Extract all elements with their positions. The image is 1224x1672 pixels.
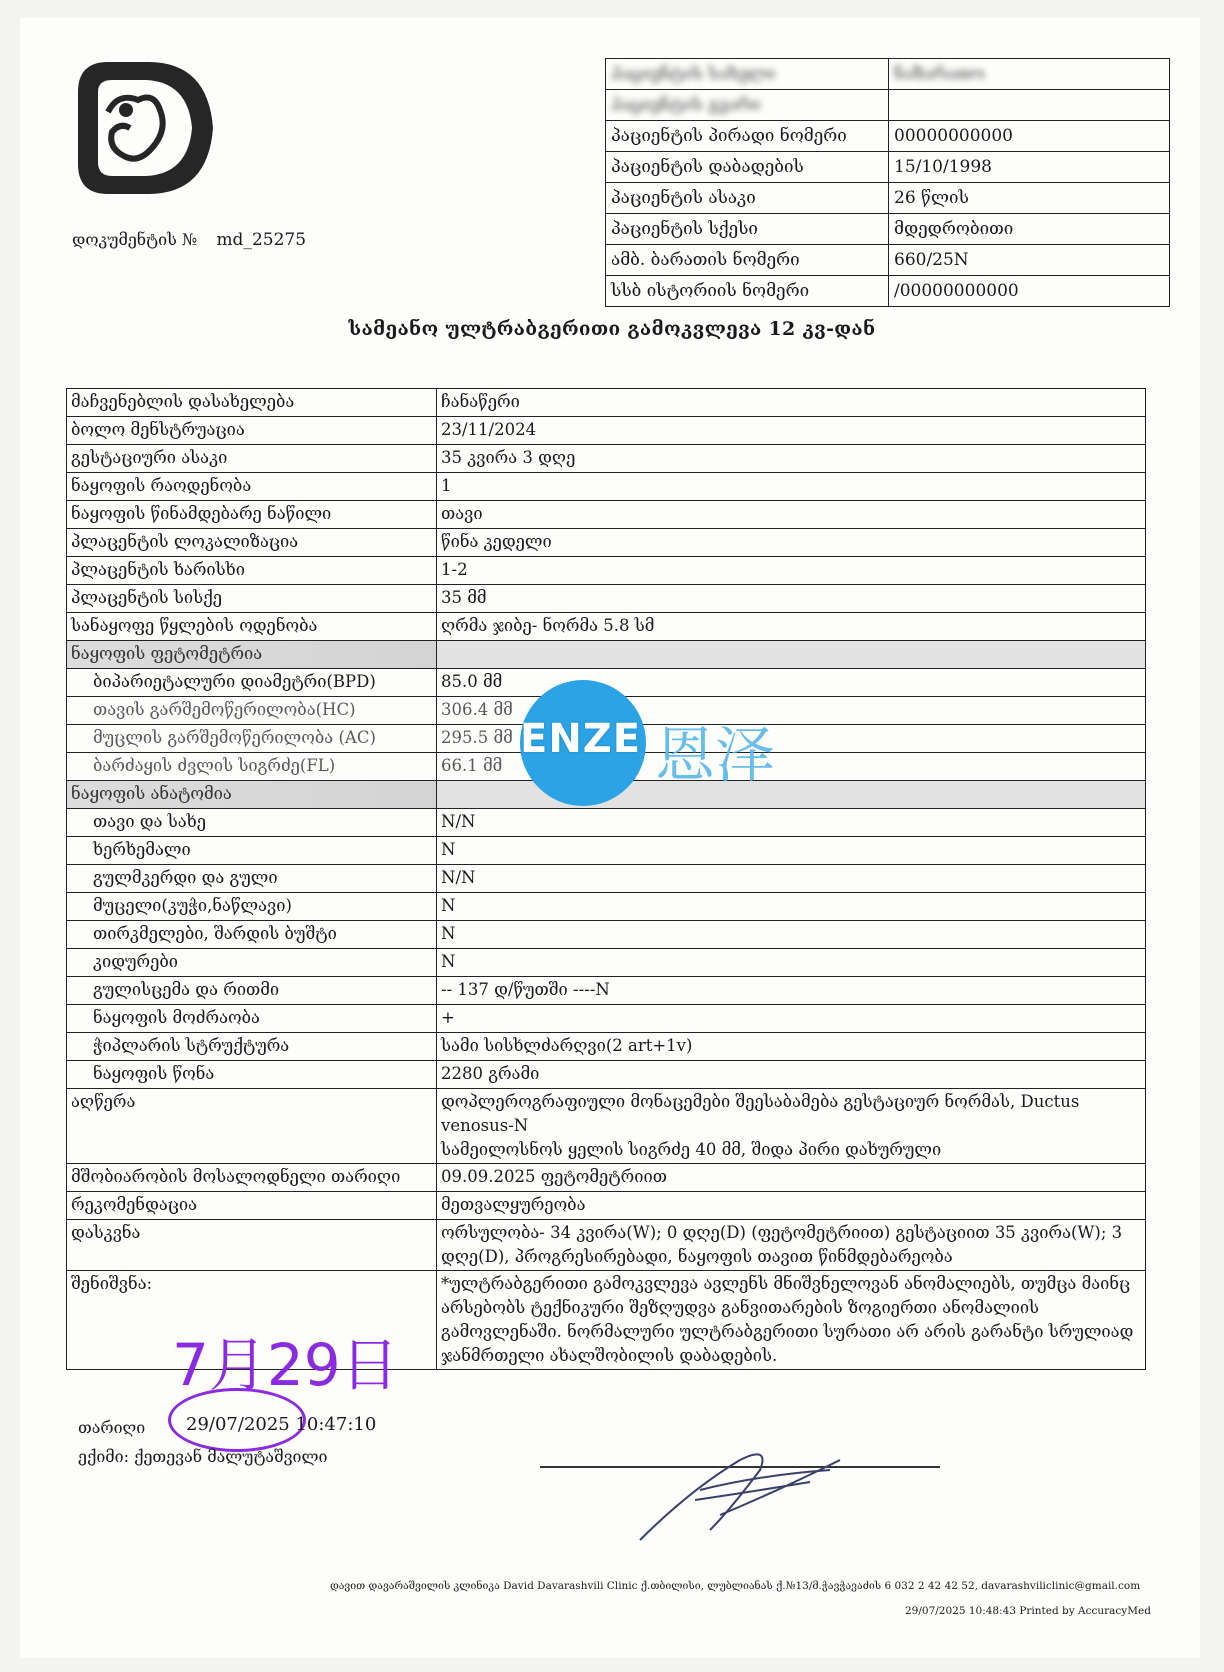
patient-info-label: პაციენტის დაბადების <box>606 152 889 183</box>
clinic-logo <box>68 52 218 204</box>
row-label: გესტაციური ასაკი <box>67 445 437 473</box>
patient-info-row <box>606 183 1170 214</box>
row-label: მშობიარობის მოსალოდნელი თარიღი <box>67 1164 437 1192</box>
row-label: მაჩვენებლის დასახელება <box>67 389 437 417</box>
patient-info-row <box>606 59 1170 90</box>
row-label: ნაყოფის მოძრაობა <box>67 1005 437 1033</box>
row-label: პლაცენტის ლოკალიზაცია <box>67 529 437 557</box>
report-title: სამეანო ულტრაბგერითი გამოკვლევა 12 კვ-დან <box>348 318 876 340</box>
row-label: ნაყოფის ფეტომეტრია <box>67 641 437 669</box>
row-value: 1-2 <box>437 557 1146 585</box>
row-label: მუცლის გარშემოწერილობა (AC) <box>67 725 437 753</box>
row-label: დასკვნა <box>67 1220 437 1271</box>
table-row <box>67 949 1146 977</box>
row-label: კიდურები <box>67 949 437 977</box>
table-row <box>67 613 1146 641</box>
row-label: ნაყოფის წინამდებარე ნაწილი <box>67 501 437 529</box>
row-label: ბოლო მენსტრუაცია <box>67 417 437 445</box>
recommendation-row <box>67 1192 1146 1220</box>
row-label: ბარძაყის ძვლის სიგრძე(FL) <box>67 753 437 781</box>
row-value: + <box>437 1005 1146 1033</box>
row-value: 1 <box>437 473 1146 501</box>
row-value: N <box>437 837 1146 865</box>
row-label: ნაყოფის წონა <box>67 1061 437 1089</box>
patient-info-row <box>606 276 1170 307</box>
patient-info-label: პაციენტის გვარი <box>606 90 889 121</box>
row-value: 23/11/2024 <box>437 417 1146 445</box>
table-row <box>67 529 1146 557</box>
row-value: 2280 გრამი <box>437 1061 1146 1089</box>
table-row <box>67 417 1146 445</box>
table-row <box>67 893 1146 921</box>
patient-info-value: მდედრობითი <box>889 214 1170 245</box>
row-value: 66.1 მმ <box>437 753 1146 781</box>
watermark-chinese: 恩泽 <box>655 721 775 791</box>
printed-stamp: 29/07/2025 10:48:43 Printed by AccuracyMed <box>905 1605 1151 1617</box>
date-label: თარიღი <box>78 1418 146 1437</box>
row-label: ნაყოფის ანატომია <box>67 781 437 809</box>
table-row <box>67 473 1146 501</box>
patient-info-value: 00000000000 <box>889 121 1170 152</box>
row-label: აღწერა <box>67 1089 437 1164</box>
document-number: დოკუმენტის № md_25275 <box>72 230 307 250</box>
row-label: პლაცენტის ხარისხი <box>67 557 437 585</box>
table-row <box>67 921 1146 949</box>
table-row <box>67 809 1146 837</box>
description-row <box>67 1089 1146 1164</box>
patient-info-row <box>606 245 1170 276</box>
patient-info-row <box>606 152 1170 183</box>
table-row <box>67 501 1146 529</box>
row-value: *ულტრაბგერითი გამოკვლევა ავლენს მნიშვნელოვან ანომალიებს, თუმცა მაინც არსებობს ტექნიკური შეზღუდვა განვითარების ზოგიერთი ანომალიის გამოვლენაში. ნორმალური ულტრაბგერითი სურათი არ არის გარანტი სრულიად ჯანმრთელი ახალშობილის დაბადების. <box>437 1271 1146 1370</box>
description-value <box>437 1089 1146 1164</box>
clinic-footer: დავით დავარაშვილის კლინიკა David Davarashvili Clinic ქ.თბილისი, ლუბლიანას ქ.№13/მ.ჭავჭავაძის 6 032 2 42 42 52, davarashviliclinic@gmail.com <box>330 1580 1141 1592</box>
row-value: 85.0 მმ <box>437 669 1146 697</box>
patient-info-value: 26 წლის <box>889 183 1170 214</box>
table-row <box>67 837 1146 865</box>
row-label: ჭიპლარის სტრუქტურა <box>67 1033 437 1061</box>
table-row <box>67 389 1146 417</box>
patient-info-table <box>605 58 1170 307</box>
patient-info-row <box>606 214 1170 245</box>
row-label: პლაცენტის სისქე <box>67 585 437 613</box>
row-value: N/N <box>437 865 1146 893</box>
patient-info-row <box>606 121 1170 152</box>
row-label: გულმკერდი და გული <box>67 865 437 893</box>
patient-info-value: /00000000000 <box>889 276 1170 307</box>
row-value: ორსულობა- 34 კვირა(W); 0 დღე(D) (ფეტომეტრიით) გესტაციით 35 კვირა(W); 3 დღე(D), პროგრესირებადი, ნაყოფის თავით წინმდებარეობა <box>437 1220 1146 1271</box>
patient-info-label: სსბ ისტორიის ნომერი <box>606 276 889 307</box>
description-line-2: სამეილოსნოს ყელის სიგრძე 40 მმ, შიდა პირი დახურული <box>441 1140 942 1159</box>
table-row <box>67 445 1146 473</box>
row-label: სანაყოფე წყლების ოდენობა <box>67 613 437 641</box>
table-row <box>67 977 1146 1005</box>
row-value: N <box>437 893 1146 921</box>
table-row <box>67 1005 1146 1033</box>
due-date-row <box>67 1164 1146 1192</box>
row-value: თავი <box>437 501 1146 529</box>
table-row <box>67 585 1146 613</box>
row-label: შენიშვნა: <box>67 1271 437 1370</box>
section-header-biometry <box>67 641 1146 669</box>
row-label: ბიპარიეტალური დიამეტრი(BPD) <box>67 669 437 697</box>
row-value: 35 მმ <box>437 585 1146 613</box>
row-value: N <box>437 921 1146 949</box>
row-label: თავის გარშემოწერილობა(HC) <box>67 697 437 725</box>
watermark-brand: ENZE <box>520 716 642 762</box>
row-value: -- 137 დ/წუთში ----N <box>437 977 1146 1005</box>
table-row <box>67 557 1146 585</box>
patient-info-row <box>606 90 1170 121</box>
description-line-1: დოპლეროგრაფიული მონაცემები შეესაბამება გესტაციურ ნორმას, Ductus venosus-N <box>441 1092 1080 1135</box>
table-row <box>67 1033 1146 1061</box>
row-value: სამი სისხლძარღვი(2 art+1v) <box>437 1033 1146 1061</box>
patient-info-label: პაციენტის ასაკი <box>606 183 889 214</box>
row-value: წინა კედელი <box>437 529 1146 557</box>
row-label: თავი და სახე <box>67 809 437 837</box>
row-value: 306.4 მმ <box>437 697 1146 725</box>
patient-info-label: ამბ. ბარათის ნომერი <box>606 245 889 276</box>
table-row <box>67 865 1146 893</box>
patient-info-label: პაციენტის სქესი <box>606 214 889 245</box>
patient-info-value: 15/10/1998 <box>889 152 1170 183</box>
row-value: ღრმა ჯიბე- ნორმა 5.8 სმ <box>437 613 1146 641</box>
row-value: მეთვალყურეობა <box>437 1192 1146 1220</box>
handwritten-date-annotation: 7月29日 <box>172 1331 399 1399</box>
row-label: ნაყოფის რაოდენობა <box>67 473 437 501</box>
doctor-signature <box>600 1420 900 1550</box>
patient-info-value <box>889 90 1170 121</box>
conclusion-row <box>67 1220 1146 1271</box>
row-value: 09.09.2025 ფეტომეტრიით <box>437 1164 1146 1192</box>
date-value: 29/07/2025 10:47:10 <box>186 1414 377 1435</box>
row-label: გულისცემა და რითმი <box>67 977 437 1005</box>
patient-info-value: ნაზარათო <box>889 59 1170 90</box>
row-label: რეკომენდაცია <box>67 1192 437 1220</box>
row-label: ხერხემალი <box>67 837 437 865</box>
row-label: თირკმელები, შარდის ბუშტი <box>67 921 437 949</box>
row-value: N <box>437 949 1146 977</box>
row-value: 35 კვირა 3 დღე <box>437 445 1146 473</box>
patient-info-label: პაციენტის პირადი ნომერი <box>606 121 889 152</box>
patient-info-value: 660/25N <box>889 245 1170 276</box>
exam-table <box>66 388 1146 1370</box>
row-value <box>437 641 1146 669</box>
patient-info-label: პაციენტის სახელი <box>606 59 889 90</box>
row-value: N/N <box>437 809 1146 837</box>
table-row <box>67 1061 1146 1089</box>
row-value: 295.5 მმ <box>437 725 1146 753</box>
row-value: ჩანაწერი <box>437 389 1146 417</box>
doctor-name: ექიმი: ქეთევან მალუტაშვილი <box>78 1447 328 1466</box>
row-label: მუცელი(კუჭი,ნაწლავი) <box>67 893 437 921</box>
